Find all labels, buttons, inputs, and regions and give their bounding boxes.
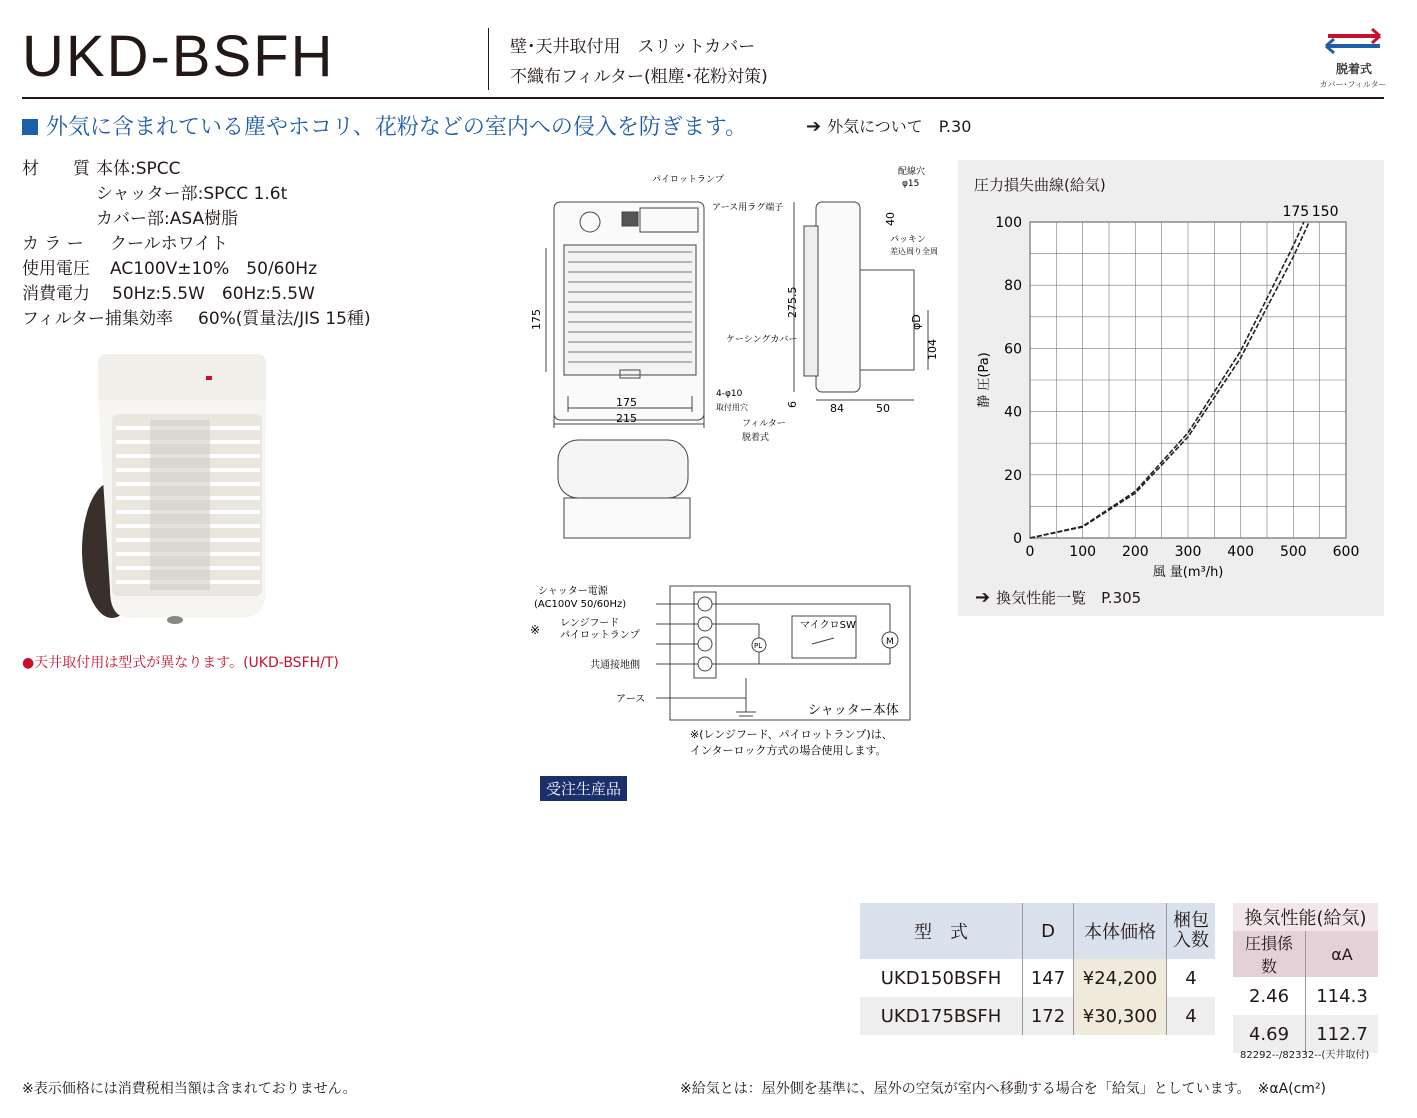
spec-value: クールホワイト [110, 234, 229, 254]
dim-215: 215 [616, 412, 637, 425]
spec-value: カバー部:ASA樹脂 [96, 209, 239, 229]
spec-value: 60%(質量法/JIS 15種) [198, 309, 371, 329]
page-title: UKD-BSFH [22, 24, 335, 89]
performance-table [1233, 903, 1378, 1053]
dimension-drawing [520, 160, 950, 540]
dim-50: 50 [876, 402, 890, 415]
header-loss: 圧損係数 [1233, 931, 1306, 977]
casing-cover-label: ケーシングカバー [726, 335, 798, 345]
dim-275-5: 275.5 [786, 286, 799, 318]
header-pack [1167, 903, 1216, 959]
ref-performance-link[interactable] [975, 587, 1141, 608]
wiring-note-2: インターロック方式の場合使用します。 [690, 744, 887, 757]
x-tick-label: 200 [1121, 544, 1149, 560]
headline-text: 外気に含まれている塵やホコリ、花粉などの室内への侵入を防ぎます。 [46, 115, 748, 140]
arrow-right-icon: ➔ [975, 587, 991, 608]
micro-sw-label: マイクロSW [800, 620, 856, 631]
wiring-diagram [530, 580, 930, 765]
subtitle-2: 不織布フィルター(粗塵･花粉対策) [510, 67, 768, 87]
x-axis-label: 風 量(m³/h) [1152, 565, 1224, 580]
x-tick-label: 100 [1069, 544, 1097, 560]
cell-alpha: 112.7 [1306, 1015, 1379, 1053]
footer-tax-note: ※表示価格には消費税相当額は含まれておりません。 [22, 1081, 357, 1097]
dim-6: 6 [786, 401, 799, 408]
catalog-code: 82292--/82332--(天井取付) [1240, 1050, 1370, 1061]
asterisk: ※ [530, 623, 541, 637]
header-pack-2: 入数 [1173, 930, 1209, 951]
cell-loss: 4.69 [1233, 1015, 1306, 1053]
table-header-row [860, 903, 1215, 959]
cell-price: ¥30,300 [1074, 997, 1167, 1035]
phi15-label: φ15 [902, 179, 920, 189]
cell-model: UKD150BSFH [860, 959, 1023, 997]
wiring-note-1: ※(レンジフード、パイロットランプ)は、 [690, 728, 893, 741]
header-pack-1: 梱包 [1173, 910, 1209, 931]
packing-label: パッキン [890, 235, 926, 245]
spec-key: カ ラ ー [22, 234, 84, 254]
range-hood-label: レンジフード [560, 618, 620, 629]
dim-40: 40 [884, 212, 897, 226]
cell-loss: 2.46 [1248, 985, 1290, 1007]
x-tick-label: 500 [1279, 544, 1307, 560]
y-tick-label: 80 [1004, 278, 1022, 295]
y-tick-label: 100 [995, 215, 1022, 231]
x-tick-label: 400 [1227, 544, 1255, 560]
power-label: シャッター電源 [538, 586, 608, 597]
dim-175: 175 [616, 396, 637, 409]
dim-175-vertical: 175 [530, 309, 543, 330]
wiring-hole-label: 配線穴 [898, 167, 926, 177]
cell-d: 172 [1023, 997, 1074, 1035]
product-photo [70, 350, 280, 630]
header-price: 本体価格 [1074, 903, 1167, 959]
x-tick-label: 300 [1174, 544, 1202, 560]
y-tick-label: 40 [1004, 404, 1022, 421]
filter-label-2: 脱着式 [742, 433, 770, 443]
badge-main-label: 脱着式 [1335, 62, 1372, 76]
series-label-175: 175 [1282, 204, 1310, 220]
header-d: D [1023, 903, 1074, 959]
spec-list [0, 157, 420, 337]
hole-label-2: 取付用穴 [716, 403, 748, 412]
spec-key: 材 質 [22, 159, 90, 179]
spec-key: 消費電力 [22, 284, 90, 304]
header-performance: 換気性能(給気) [1233, 903, 1378, 931]
pl-label: PL [754, 642, 763, 650]
arrows-icon [1318, 24, 1388, 60]
series-label-150: 150 [1311, 204, 1339, 220]
motor-label: M [886, 637, 894, 647]
cell-price: ¥24,200 [1074, 959, 1167, 997]
cell-pack: 4 [1167, 959, 1216, 997]
badge-sub-label: カバー･フィルター [1319, 80, 1387, 89]
packing-label-2: 差込周り全周 [890, 247, 938, 256]
cell-alpha: 114.3 [1306, 977, 1379, 1015]
spec-value: シャッター部:SPCC 1.6t [96, 184, 288, 204]
dim-104: 104 [926, 339, 939, 360]
header-rule [22, 97, 1384, 99]
header-model: 型 式 [860, 903, 1023, 959]
earth-lug-label: アース用ラグ端子 [712, 203, 784, 213]
ref-outside-air-link[interactable] [806, 114, 971, 137]
table-row [860, 959, 1215, 997]
shutter-body-label: シャッター本体 [808, 703, 899, 718]
filter-label: フィルター [742, 419, 786, 429]
spec-key: 使用電圧 [22, 259, 90, 279]
x-tick-label: 600 [1332, 544, 1360, 560]
square-bullet-icon [22, 119, 38, 135]
pilot-lamp-label: パイロットランプ [560, 630, 640, 641]
arrow-right-icon: ➔ [806, 116, 822, 137]
y-axis-label: 静 圧(Pa) [977, 352, 992, 408]
cell-model: UKD175BSFH [860, 997, 1023, 1035]
common-ground-label: 共通接地側 [590, 660, 640, 671]
hole-label: 4-φ10 [716, 389, 743, 399]
earth-label: アース [616, 694, 646, 705]
spec-key: フィルター捕集効率 [22, 309, 173, 329]
y-tick-label: 20 [1004, 467, 1022, 484]
y-tick-label: 60 [1004, 341, 1022, 358]
model-table [860, 903, 1215, 1035]
subtitle-1: 壁･天井取付用 スリットカバー [510, 37, 756, 57]
spec-value: AC100V±10% 50/60Hz [110, 259, 318, 279]
dim-84: 84 [830, 402, 844, 415]
ceiling-note: ●天井取付用は型式が異なります。(UKD-BSFH/T) [22, 655, 339, 671]
pressure-loss-chart [958, 200, 1384, 580]
chart-title: 圧力損失曲線(給気) [974, 176, 1106, 194]
header-alpha: αA [1306, 931, 1379, 977]
headline [22, 110, 747, 141]
footer-supply-note: ※給気とは：屋外側を基準に、屋外の空気が室内へ移動する場合を「給気」としています。 ※αA(cm²) [680, 1081, 1327, 1097]
y-tick-label: 0 [1013, 531, 1022, 547]
x-tick-label: 0 [1025, 544, 1035, 560]
title-divider [488, 28, 489, 90]
table-row [860, 997, 1215, 1035]
cell-d: 147 [1023, 959, 1074, 997]
made-to-order-tag: 受注生産品 [540, 776, 627, 801]
pilot-lamp-label: パイロットランプ [652, 175, 724, 185]
ref-outside-air-text: 外気について P.30 [827, 117, 972, 136]
detachable-badge [1318, 24, 1388, 94]
ref-performance-text: 換気性能一覧 P.305 [996, 589, 1142, 607]
dim-phi-d: φD [910, 314, 923, 330]
spec-value: 本体:SPCC [96, 159, 181, 179]
cell-pack: 4 [1167, 997, 1216, 1035]
power-label-2: (AC100V 50/60Hz) [534, 599, 627, 610]
spec-value: 50Hz:5.5W 60Hz:5.5W [112, 284, 315, 304]
